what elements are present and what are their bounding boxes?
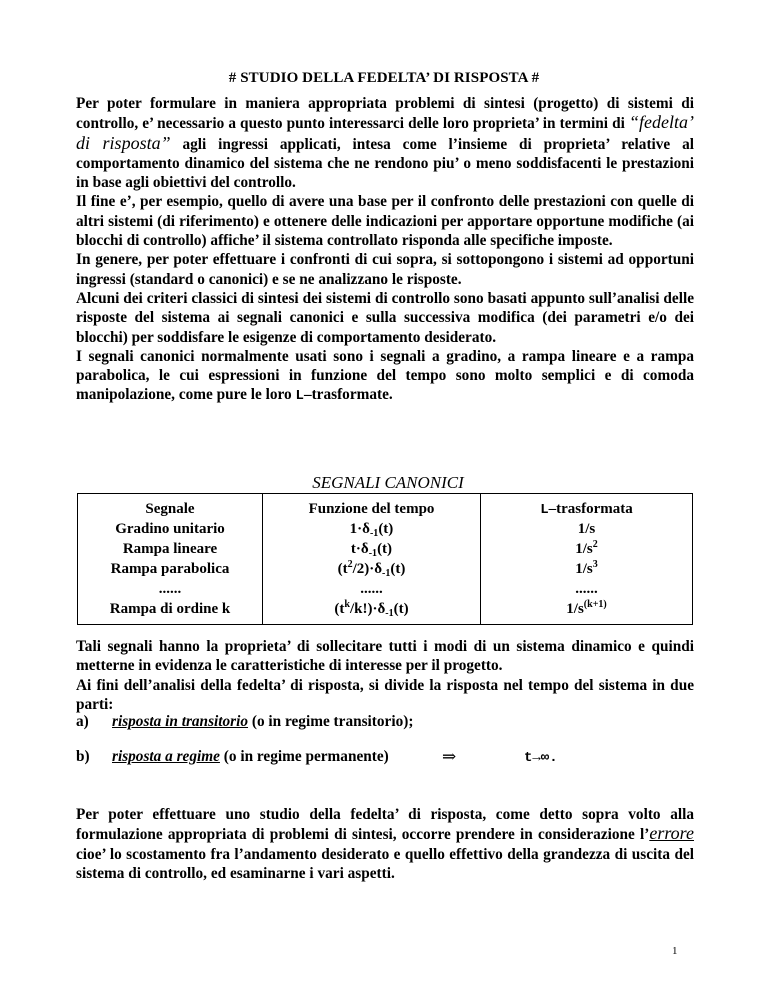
fedelta-term: “fedelta’ di risposta” (76, 112, 694, 153)
list-item-b (76, 748, 389, 766)
time-function: $(t^2/2)\cdot\delta_{-1}(t)$ (337, 559, 406, 579)
list-item-a (76, 713, 413, 731)
transform-column (481, 494, 692, 624)
table-title: SEGNALI CANONICI (312, 473, 464, 492)
time-function: $t\cdot\delta_{-1}(t)$ (350, 541, 393, 559)
signal-name: Rampa lineare (122, 541, 218, 557)
time-function-column (263, 494, 481, 624)
signal-column (78, 494, 263, 624)
intro-text: Il fine e’, per esempio, quello di avere una base per il confronto delle prestazioni con quelle di altri sistemi (di riferimento) e ottenere delle indicazioni per apportare opportune modifiche (ai blocchi di controllo) affiche’ il sistema controllato risponda alle specifiche imposte. (76, 193, 694, 250)
laplace-symbol: L (295, 388, 304, 405)
transform-value: $1/s^3$ (575, 559, 598, 577)
page-number: 1 (672, 945, 678, 957)
col-header-signal: Segnale (145, 501, 195, 517)
list-label: a) (76, 713, 89, 730)
intro-text: In genere, per poter effettuare i confronti di cui sopra, si sottopongono i sistemi ad opportuni ingressi (standard o canonici) e se ne analizzano le risposte. (76, 251, 694, 288)
signal-name: Rampa di ordine k (109, 601, 231, 617)
intro-text: agli ingressi applicati, intesa come l’insieme di proprieta’ relative al comportamento dinamico del sistema che ne rendono piu’ o meno soddisfacenti le prestazioni in base agli obiettivi del controllo. (76, 135, 695, 192)
transform-value: $1/s^{(k+1)}$ (566, 599, 607, 617)
list-text: (o in regime permanente) (219, 748, 389, 765)
time-function: $1\cdot\delta_{-1}(t)$ (349, 521, 394, 539)
list-text: (o in regime transitorio); (248, 713, 414, 730)
canonical-signals-table (77, 493, 693, 625)
page-title: # STUDIO DELLA FEDELTA’ DI RISPOSTA # (228, 70, 540, 86)
intro-text: I segnali canonici normalmente usati sono i segnali a gradino, a rampa lineare e a rampa parabolica, le cui espressioni in funzione del tempo sono molto semplici e di comoda manipolazione, come pure le loro (76, 347, 694, 404)
list-term: risposta in transitorio (112, 713, 249, 730)
intro-text: Alcuni dei criteri classici di sintesi dei sistemi di controllo sono basati appunto sull’analisi delle risposte del sistema ai segnali canonici e sulla successiva modifica (dei parametri e/o dei blocchi) per soddisfare le esigenze di comportamento desiderato. (76, 289, 694, 346)
body-text: Per poter effettuare uno studio della fedelta’ di risposta, come detto sopra volto alla formulazione appropriata di problemi di sintesi, occorre prendere in considerazione l’ (76, 806, 694, 844)
list-label: b) (76, 748, 90, 765)
intro-text: –trasformate. (303, 386, 393, 404)
after-table-paragraph (76, 637, 694, 714)
transform-value: 1/s (577, 521, 596, 537)
signal-name: Gradino unitario (115, 521, 225, 537)
time-function: $(t^k/k!)\cdot\delta_{-1}(t)$ (334, 599, 409, 619)
col-header-transform: L–trasformata (540, 501, 633, 518)
body-text: Ai fini dell’analisi della fedelta’ di risposta, si divide la risposta nel tempo del sistema in due parti: (76, 676, 694, 713)
list-term: risposta a regime (112, 748, 220, 765)
time-function: ...... (360, 581, 383, 597)
transform-value: ...... (575, 581, 598, 597)
errore-term: errore (649, 823, 694, 844)
intro-paragraph (76, 94, 694, 407)
transform-value: $1/s^2$ (575, 539, 598, 557)
body-text: cioe’ lo scostamento fra l’andamento desiderato e quello effettivo della grandezza di uscita del sistema di controllo, ed esaminarne i vari aspetti. (76, 845, 694, 882)
body-text: Tali segnali hanno la proprieta’ di sollecitare tutti i modi di un sistema dinamico e quindi metterne in evidenza le caratteristiche di interesse per il progetto. (76, 638, 694, 675)
signal-name: Rampa parabolica (110, 561, 230, 577)
implies-arrow: ⇒ (442, 747, 457, 766)
limit-expression: t→∞. (524, 750, 558, 766)
intro-text: Per poter formulare in maniera appropriata problemi di sintesi (progetto) di sistemi di controllo, e’ necessario a questo punto interessarci delle loro proprieta’ in termini di (76, 95, 694, 133)
closing-paragraph (76, 805, 694, 883)
signal-name: ...... (158, 581, 182, 597)
col-header-time: Funzione del tempo (308, 501, 435, 517)
